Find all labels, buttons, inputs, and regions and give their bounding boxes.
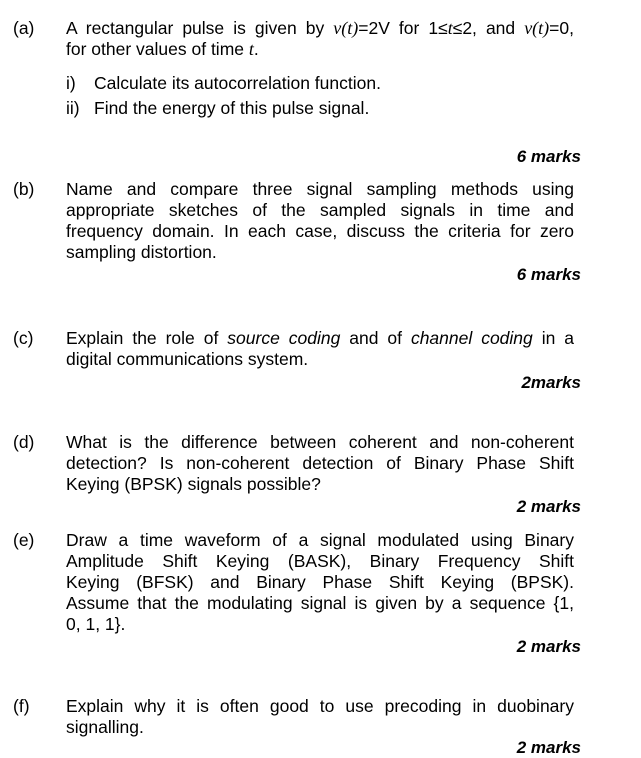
text-line: appropriate sketches of the sampled signals in time and [66, 200, 574, 220]
question-label: (e) [13, 530, 35, 550]
text-line: Name and compare three signal sampling methods using [66, 179, 574, 199]
text-line: Amplitude Shift Keying (BASK), Binary Frequency Shift [66, 551, 574, 571]
text-line: Draw a time waveform of a signal modulated using Binary [66, 530, 574, 550]
text-line: Keying (BPSK) signals possible? [66, 474, 321, 494]
marks-label: 2 marks [516, 497, 581, 516]
text-line: digital communications system. [66, 349, 309, 369]
text-line: Explain the role of source coding and of channel coding in a [66, 328, 575, 348]
text-line: signalling. [66, 717, 144, 737]
question-text [66, 530, 574, 635]
question-label: (d) [13, 432, 35, 452]
marks-label: 6 marks [516, 147, 581, 166]
text-line: sampling distortion. [66, 242, 217, 262]
marks-label: 2 marks [516, 637, 581, 656]
question-text [66, 328, 574, 370]
question-label: (b) [13, 179, 35, 199]
sub-item: ii) Find the energy of this pulse signal. [66, 98, 370, 118]
text-line: frequency domain. In each case, discuss the criteria for zero [66, 221, 574, 241]
question-text [66, 18, 574, 60]
question-text [66, 696, 574, 738]
question-label: (a) [13, 18, 35, 38]
sub-item: i) Calculate its autocorrelation function. [66, 73, 381, 93]
marks-label: 2 marks [516, 738, 581, 757]
question-label: (f) [13, 696, 30, 716]
question-text [66, 432, 574, 495]
marks-label: 2marks [521, 373, 581, 392]
marks-label: 6 marks [516, 265, 581, 284]
text-line: What is the difference between coherent and non-coherent [66, 432, 574, 452]
text-line: A rectangular pulse is given by v(t)=2V for 1≤t≤2, and v(t)=0, [66, 18, 574, 38]
question-text [66, 179, 574, 263]
text-line: Explain why it is often good to use precoding in duobinary [66, 696, 574, 716]
text-line: 0, 1, 1}. [66, 614, 126, 634]
text-line: detection? Is non-coherent detection of Binary Phase Shift [66, 453, 574, 473]
text-line: Keying (BFSK) and Binary Phase Shift Keying (BPSK). [66, 572, 574, 592]
text-line: Assume that the modulating signal is given by a sequence {1, [66, 593, 574, 613]
question-label: (c) [13, 328, 34, 348]
text-line: for other values of time t. [66, 39, 259, 59]
